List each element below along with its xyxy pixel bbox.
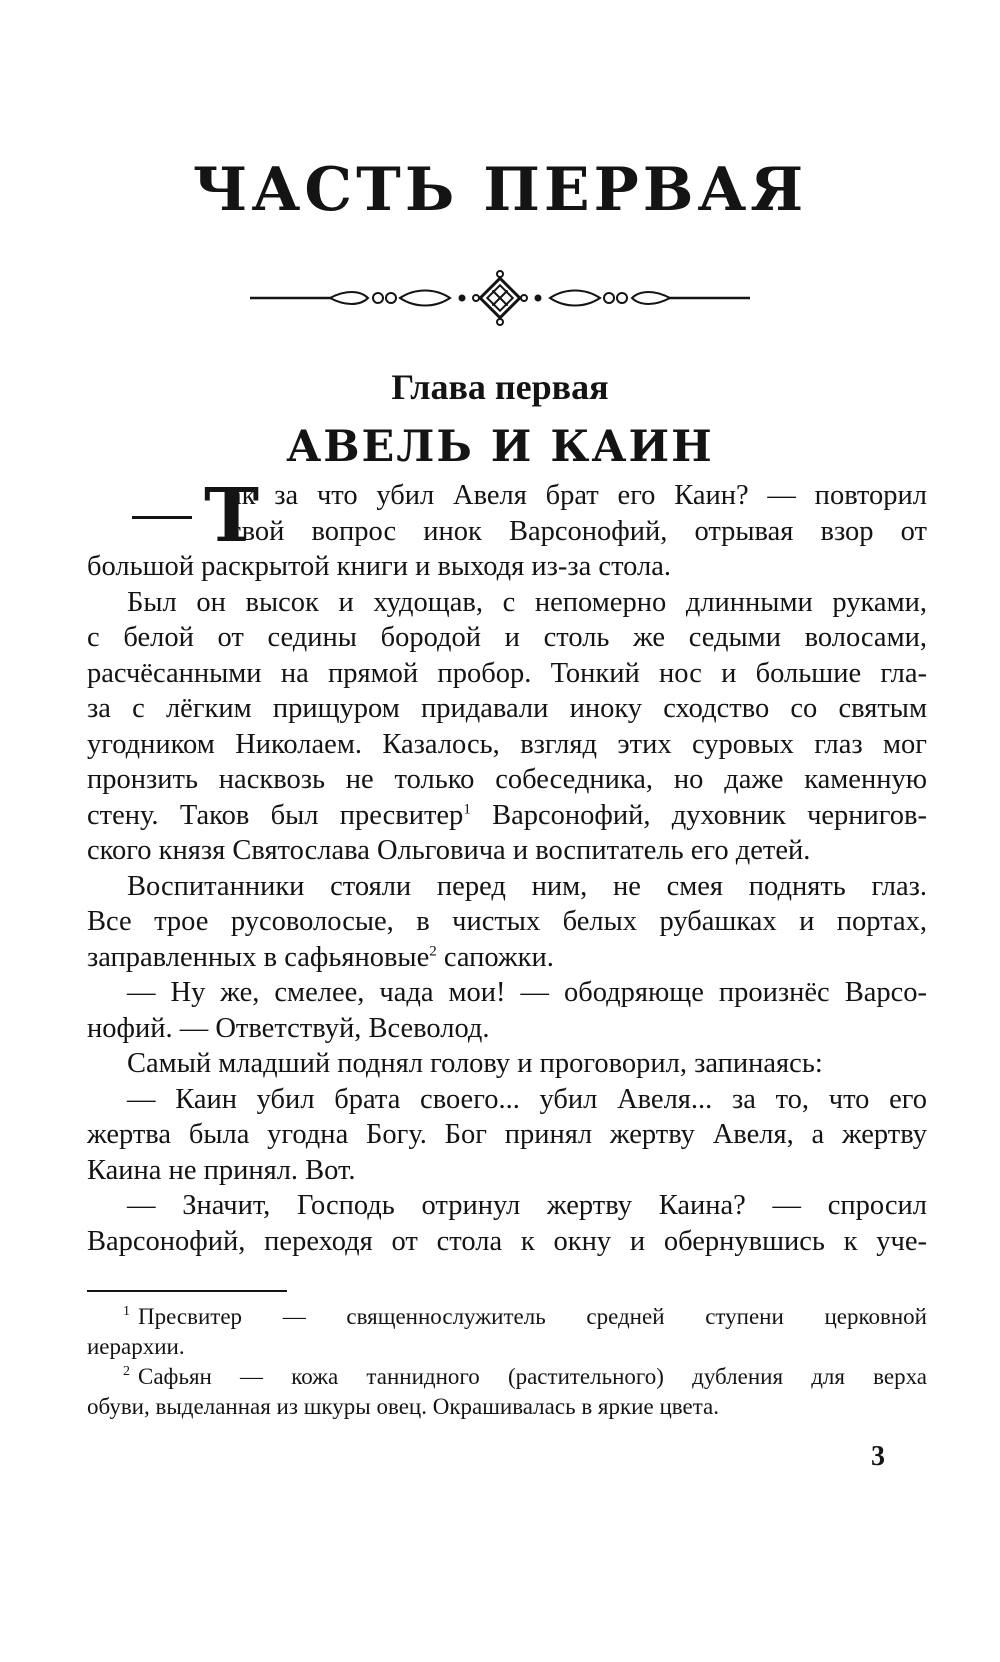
text-line: нофий. — Ответствуй, Всеволод.	[87, 1012, 490, 1044]
footnote-rule	[87, 1290, 287, 1292]
text-line: за с лёгким прищуром придавали иноку сходство со святым	[87, 693, 927, 724]
text-line: Варсонофий, переходя от стола к окну и обернувшись к уче-	[87, 1225, 927, 1257]
text-line: Каина не принял. Вот.	[87, 1154, 356, 1186]
text-line: свой вопрос инок Варсонофий, отрывая взор от	[229, 515, 927, 547]
footnote-line: иерархии.	[87, 1334, 185, 1359]
footnote-mark: 1	[123, 1304, 130, 1320]
text-line: расчёсанными на прямой пробор. Тонкий нос и большие гла-	[87, 657, 927, 689]
text-line: жертва была угодна Богу. Бог принял жертву Авеля, а жертву	[87, 1119, 927, 1150]
footnote-ref: 2	[429, 943, 437, 959]
text-line	[87, 940, 927, 976]
text-line: большой раскрытой книги и выходя из-за стола.	[87, 551, 672, 582]
footnote-line	[87, 1362, 927, 1392]
text-line: — Каин убил брата своего... убил Авеля... за то, что его	[127, 1083, 927, 1115]
text-line: Самый младший поднял голову и проговорил, запинаясь:	[127, 1048, 823, 1079]
footnote-line: обуви, выделанная из шкуры овец. Окрашивалась в яркие цвета.	[87, 1394, 719, 1419]
text-line: угодником Николаем. Казалось, взгляд этих суровых глаз мог	[87, 728, 927, 760]
text-line: ского князя Святослава Ольговича и воспитатель его детей.	[87, 835, 811, 866]
footnote-ref: 1	[463, 801, 471, 817]
text-line: с белой от седины бородой и столь же седыми волосами,	[87, 622, 927, 653]
footnote-text: Сафьян — кожа таннидного (растительного) дубления для верха	[138, 1364, 927, 1389]
text-segment: заправленных в сафьяновые	[87, 941, 430, 973]
text-line: — Ну же, смелее, чада мои! — ободряюще произнёс Варсо-	[127, 977, 927, 1008]
part-title: ЧАСТЬ ПЕРВАЯ	[192, 155, 808, 225]
text-segment: Варсонофий, духовник чернигов-	[470, 799, 927, 831]
footnote-line	[87, 1302, 927, 1332]
dropcap: Т	[204, 473, 260, 559]
text-line	[87, 798, 927, 834]
text-line: пронзить насквозь не только собеседника, но даже каменную	[87, 764, 927, 795]
text-line: Воспитанники стояли перед ним, не смея поднять глаз.	[127, 870, 927, 902]
knot-divider-ornament-icon	[250, 268, 750, 328]
lead-dash	[132, 516, 192, 519]
footnote-mark: 2	[123, 1364, 130, 1380]
text-line: ак за что убил Авеля брат его Каин? — повторил	[229, 480, 927, 511]
footnotes	[87, 1302, 927, 1422]
chapter-title: АВЕЛЬ И КАИН	[286, 422, 714, 472]
text-segment: стену. Таков был пресвитер	[87, 799, 464, 831]
text-line: — Значит, Господь отринул жертву Каина? — спросил	[127, 1190, 927, 1221]
text-line: Был он высок и худощав, с непомерно длинными руками,	[127, 586, 927, 618]
chapter-label: Глава первая	[391, 367, 609, 407]
text-line: Все трое русоволосые, в чистых белых рубашках и портах,	[87, 906, 927, 937]
text-segment: сапожки.	[436, 941, 554, 973]
body-text	[87, 473, 927, 1259]
footnote-text: Пресвитер — священнослужитель средней ступени церковной	[138, 1304, 927, 1329]
page-number: 3	[871, 1441, 885, 1472]
